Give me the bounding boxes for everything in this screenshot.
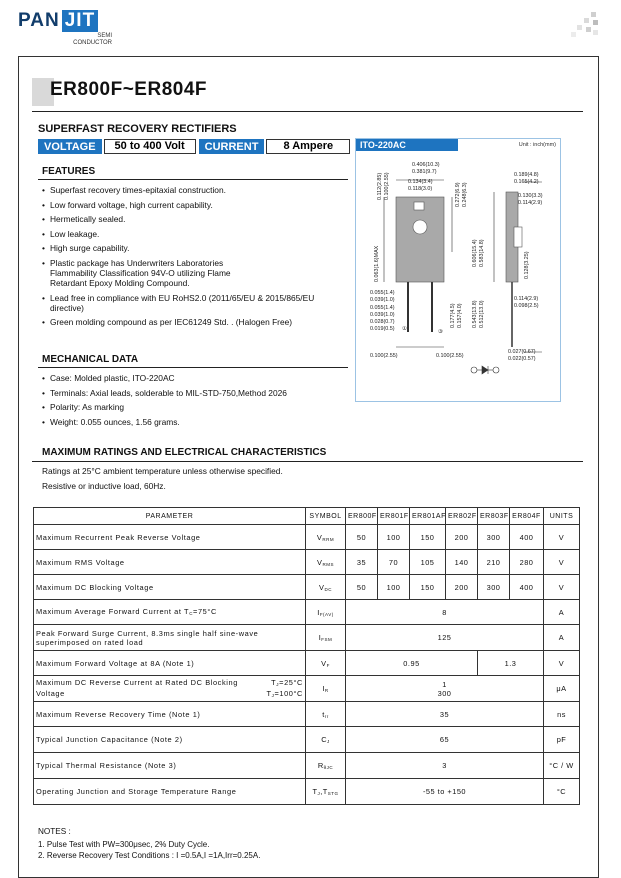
features-divider (38, 179, 348, 180)
param-text: superimposed on rated load (36, 637, 144, 647)
value-cell: 100 (378, 525, 410, 550)
param-sub: J (271, 692, 275, 698)
feature-item: • Low forward voltage, high current capability. (40, 200, 342, 210)
mechanical-item: • Weight: 0.055 ounces, 1.56 grams. (40, 417, 345, 427)
param-sub: J (276, 681, 280, 687)
unit-cell: °C / W (544, 753, 580, 779)
param-cell: Maximum Forward Voltage at 8A (Note 1) (34, 651, 306, 676)
feature-item: • Lead free in compliance with EU RoHS2.0 (2011/65/EU & 2015/865/EU directive) (40, 293, 342, 313)
symbol-cell (306, 753, 346, 779)
value-cell: 100 (378, 575, 410, 600)
dim-label: 0.100(2.55) (370, 353, 398, 359)
mechanical-item: • Case: Molded plastic, ITO-220AC (40, 373, 345, 383)
param-cell: Operating Junction and Storage Temperature Range (34, 779, 306, 805)
symbol-cell (306, 651, 346, 676)
dim-label: 0.272(6.9) (455, 182, 461, 207)
symbol-sub: R (324, 688, 329, 693)
param-text: Peak Forward Surge Current, 8.3ms single half sine-wave (36, 628, 259, 638)
value-cell: 400 (510, 575, 544, 600)
logo-text-jit: JIT (62, 10, 98, 32)
header-part: ER802F (446, 508, 478, 525)
value-cell: 50 (346, 525, 378, 550)
voltage-badge-value: 50 to 400 Volt (104, 139, 196, 154)
dim-label: 0.177(4.5) (450, 303, 456, 328)
param-text: T (266, 688, 272, 698)
table-row (34, 575, 580, 600)
param-text: =25°C (279, 677, 303, 687)
symbol-text: V (317, 557, 323, 567)
dim-label: 0.157(4.0) (457, 303, 463, 328)
symbol-sub: FSM (321, 637, 333, 642)
ratings-title: MAXIMUM RATINGS AND ELECTRICAL CHARACTERISTICS (42, 447, 327, 458)
param-line (36, 689, 303, 700)
dim-label: 0.039(1.0) (370, 297, 395, 303)
notes-label: NOTES : (38, 827, 71, 836)
package-name: ITO-220AC (356, 139, 458, 151)
symbol-sub: STG (327, 791, 339, 796)
param-sub: C (189, 610, 194, 616)
value-cell: 105 (410, 550, 446, 575)
dim-label: 0.039(1.0) (370, 312, 395, 318)
ratings-note: Ratings at 25°C ambient temperature unless otherwise specified. (42, 466, 283, 476)
header-parameter: PARAMETER (34, 508, 306, 525)
unit-cell: ns (544, 702, 580, 727)
table-row (34, 625, 580, 651)
value-cell: 150 (410, 575, 446, 600)
param-cell: Maximum Recurrent Peak Reverse Voltage (34, 525, 306, 550)
table-row (34, 550, 580, 575)
unit-cell: V (544, 651, 580, 676)
symbol-sub: J (317, 791, 321, 796)
value-cell: 200 (446, 525, 478, 550)
features-list (40, 185, 342, 332)
symbol-text: V (316, 532, 323, 542)
feature-item: • Green molding compound as per IEC61249 Std. . (Halogen Free) (40, 317, 342, 327)
value-cell: 50 (346, 575, 378, 600)
symbol-text: t (322, 709, 325, 719)
temp-condition (271, 678, 303, 689)
dim-label: 0.189(4.8) (514, 172, 539, 178)
header-part: ER803F (478, 508, 510, 525)
decorative-dots-icon (571, 10, 601, 40)
current-badge-label: CURRENT (199, 139, 265, 154)
unit-cell: A (544, 625, 580, 651)
unit-cell: V (544, 550, 580, 575)
dim-label: 0.022(0.57) (508, 356, 536, 362)
note-item: 2. Reverse Recovery Test Conditions : I =0.5A,I =1A,Irr=0.25A. (38, 851, 261, 860)
logo-subtitle (18, 33, 112, 47)
logo-sub-conductor: CONDUCTOR (73, 40, 112, 46)
unit-cell: V (544, 575, 580, 600)
dim-label: 0.027(0.67) (508, 349, 536, 355)
features-title: FEATURES (42, 166, 96, 177)
symbol-sub: RMS (322, 561, 334, 567)
param-text: =100°C (274, 688, 303, 698)
param-cell (34, 676, 306, 702)
ratings-table (33, 507, 580, 805)
table-row (34, 779, 580, 805)
note-item: 1. Pulse Test with PW=300μsec, 2% Duty Cycle. (38, 840, 210, 849)
symbol-cell (306, 575, 346, 600)
value-cell: 210 (478, 550, 510, 575)
logo-sub-semi: SEMI (97, 33, 112, 39)
param-text: Maximum Average Forward Current at T (36, 606, 190, 616)
dim-label: 0.381(9.7) (412, 169, 437, 175)
dim-label: 0.114(2.9) (518, 200, 543, 206)
symbol-sub: F(AV) (319, 611, 334, 617)
dim-label: 0.028(0.7) (370, 319, 395, 325)
symbol-cell (306, 702, 346, 727)
mechanical-divider (38, 367, 348, 368)
feature-item: • Low leakage. (40, 229, 342, 239)
table-header-row (34, 508, 580, 525)
header-part: ER800F (346, 508, 378, 525)
param-cell: Maximum DC Blocking Voltage (34, 575, 306, 600)
dim-label: 0.130(3.3) (518, 193, 543, 199)
param-text: T (271, 677, 277, 687)
value-cell: 0.95 (346, 651, 478, 676)
param-cell: Typical Junction Capacitance (Note 2) (34, 727, 306, 753)
value-cell: 200 (446, 575, 478, 600)
symbol-text: C (321, 735, 328, 744)
symbol-cell (306, 525, 346, 550)
value-text: 300 (437, 688, 452, 698)
param-cell (34, 600, 306, 625)
value-cell: 70 (378, 550, 410, 575)
feature-item: • Hermetically sealed. (40, 214, 342, 224)
symbol-text: I (318, 633, 322, 642)
unit-cell: μA (544, 676, 580, 702)
param-cell: Maximum RMS Voltage (34, 550, 306, 575)
symbol-sub: θJC (323, 765, 334, 770)
symbol-sub: DC (324, 586, 332, 592)
ratings-divider (32, 461, 583, 462)
symbol-sub: J (327, 739, 330, 744)
dim-label: 0.248(6.3) (462, 182, 468, 207)
mechanical-item: • Polarity: As marking (40, 402, 345, 412)
value-cell: 300 (478, 575, 510, 600)
package-outline-drawing (356, 152, 560, 400)
package-header (356, 139, 560, 151)
company-logo (18, 10, 112, 47)
temp-condition (266, 689, 303, 700)
dim-label: 0.100(2.55) (384, 172, 390, 200)
param-text: Voltage (36, 688, 65, 698)
param-cell: Typical Thermal Resistance (Note 3) (34, 753, 306, 779)
pin-3-label: ③ (438, 329, 443, 335)
table-row (34, 702, 580, 727)
symbol-cell (306, 676, 346, 702)
pin-1-label: ① (402, 326, 407, 332)
dim-label: 0.063(1.6)MAX (374, 245, 380, 282)
unit-cell: pF (544, 727, 580, 753)
dim-label: 0.583(14.8) (479, 239, 485, 267)
value-cell (346, 676, 544, 702)
mechanical-title: MECHANICAL DATA (42, 354, 139, 365)
symbol-cell (306, 779, 346, 805)
value-cell: -55 to +150 (346, 779, 544, 805)
symbol-text: R (317, 761, 324, 770)
table-row (34, 651, 580, 676)
logo-wordmark (18, 10, 112, 32)
dim-label: 0.100(2.55) (436, 353, 464, 359)
package-unit: Unit : inch(mm) (518, 142, 556, 148)
param-text: =75°C (193, 606, 217, 616)
value-cell: 125 (346, 625, 544, 651)
param-cell: Maximum Reverse Recovery Time (Note 1) (34, 702, 306, 727)
unit-cell: A (544, 600, 580, 625)
dim-label: 0.055(1.4) (370, 305, 395, 311)
table-row (34, 676, 580, 702)
value-cell: 150 (410, 525, 446, 550)
symbol-sub: F (326, 662, 330, 668)
symbol-text: V (321, 658, 327, 668)
dim-label: 0.606(15.4) (472, 239, 478, 267)
value-cell: 1.3 (478, 651, 544, 676)
symbol-text: T (312, 787, 318, 796)
dim-label: 0.098(2.5) (514, 303, 539, 309)
dim-label: 0.512(13.0) (479, 300, 485, 328)
title-divider (32, 111, 583, 112)
dim-label: 0.118(3.0) (408, 186, 433, 192)
feature-item: • High surge capability. (40, 243, 342, 253)
symbol-text: I (317, 607, 320, 617)
ratings-note: Resistive or inductive load, 60Hz. (42, 481, 166, 491)
table-row (34, 600, 580, 625)
dim-label: 0.112(2.85) (377, 172, 383, 200)
value-cell: 280 (510, 550, 544, 575)
dim-label: 0.543(13.8) (472, 300, 478, 328)
feature-item: • Superfast recovery times-epitaxial construction. (40, 185, 342, 195)
mechanical-list (40, 373, 345, 431)
package-drawing-box (355, 138, 561, 402)
symbol-text: I (322, 684, 325, 693)
param-text: Maximum DC Reverse Current at Rated DC Blocking (36, 677, 238, 687)
header-units: UNITS (544, 508, 580, 525)
param-cell (34, 625, 306, 651)
logo-text-pan: PAN (18, 10, 60, 31)
value-cell: 8 (346, 600, 544, 625)
mechanical-item: • Terminals: Axial leads, solderable to MIL-STD-750,Method 2026 (40, 388, 345, 398)
symbol-cell (306, 625, 346, 651)
table-row (34, 525, 580, 550)
value-cell: 300 (478, 525, 510, 550)
header-part: ER801F (378, 508, 410, 525)
value-text: 1 (442, 679, 447, 689)
current-badge-value: 8 Ampere (266, 139, 350, 154)
product-subtitle: SUPERFAST RECOVERY RECTIFIERS (38, 123, 237, 135)
dim-label: 0.114(2.9) (514, 296, 539, 302)
header-part: ER801AF (410, 508, 446, 525)
symbol-sub: rr (324, 713, 329, 719)
dim-label: 0.165(4.2) (514, 179, 539, 185)
header-part: ER804F (510, 508, 544, 525)
value-cell: 3 (346, 753, 544, 779)
voltage-badge-label: VOLTAGE (38, 139, 102, 154)
symbol-cell (306, 550, 346, 575)
value-cell: 35 (346, 702, 544, 727)
value-cell: 400 (510, 525, 544, 550)
value-cell: 35 (346, 550, 378, 575)
symbol-text: V (319, 582, 325, 592)
page-title: ER800F~ER804F (50, 79, 207, 100)
table-row (34, 753, 580, 779)
symbol-cell (306, 600, 346, 625)
dim-label: 0.019(0.5) (370, 326, 395, 332)
unit-cell: V (544, 525, 580, 550)
symbol-sub: RRM (322, 536, 335, 542)
value-cell: 140 (446, 550, 478, 575)
dim-label: 0.055(1.4) (370, 290, 395, 296)
rating-badges (38, 139, 350, 154)
value-cell: 65 (346, 727, 544, 753)
param-line (36, 678, 303, 689)
feature-item: • Plastic package has Underwriters Laboratories Flammability Classification 94V-O utilizing Flame Retardant Epoxy Molding Compound. (40, 258, 342, 288)
symbol-cell (306, 727, 346, 753)
unit-cell: °C (544, 779, 580, 805)
dim-label: 0.128(3.25) (524, 251, 530, 279)
table-row (34, 727, 580, 753)
dim-label: 0.134(3.4) (408, 179, 433, 185)
header-symbol: SYMBOL (306, 508, 346, 525)
dim-label: 0.406(10.3) (412, 162, 440, 168)
symbol-text: ,T (320, 787, 328, 796)
